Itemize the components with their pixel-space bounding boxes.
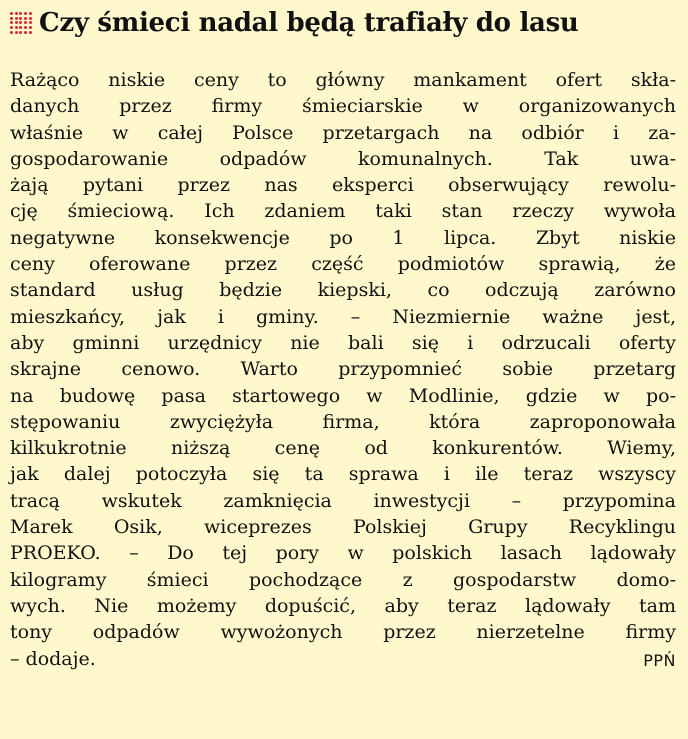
article-line: żają pytani przez nas eksperci obserwujący rewolu- xyxy=(10,174,676,197)
red-dot-grid-icon xyxy=(10,12,32,34)
article-line: danych przez firmy śmieciarskie w organizowanych xyxy=(10,95,676,118)
article-line: tony odpadów wywożonych przez nierzetelne firmy xyxy=(10,621,676,644)
article-line: – dodaje. xyxy=(10,647,96,670)
article-line: kilkukrotnie niższą cenę od konkurentów. Wiemy, xyxy=(10,437,676,460)
article-last-line xyxy=(10,646,676,672)
article-header xyxy=(10,4,676,42)
article-line: negatywne konsekwencje po 1 lipca. Zbyt niskie xyxy=(10,226,676,249)
article-title: Czy śmieci nadal będą trafiały do lasu xyxy=(39,8,579,38)
article-line: wych. Nie możemy dopuścić, aby teraz lądowały tam xyxy=(10,594,676,617)
article-line: na budowę pasa startowego w Modlinie, gdzie w po- xyxy=(10,384,676,407)
article-line: aby gminni urzędnicy nie bali się i odrzucali oferty xyxy=(10,331,676,354)
article-line: standard usług będzie kiepski, co odczują zarówno xyxy=(10,279,676,302)
article-line: jak dalej potoczyła się ta sprawa i ile teraz wszyscy xyxy=(10,463,676,486)
author-signature: PPŃ xyxy=(643,650,676,670)
article-line: gospodarowanie odpadów komunalnych. Tak uwa- xyxy=(10,147,676,170)
article-line: skrajne cenowo. Warto przypomnieć sobie przetarg xyxy=(10,358,676,381)
article-line: Rażąco niskie ceny to główny mankament ofert skła- xyxy=(10,69,676,91)
article-line: ceny oferowane przez część podmiotów sprawią, że xyxy=(10,253,676,276)
article-line: tracą wskutek zamknięcia inwestycji – przypomina xyxy=(10,489,676,512)
article-line: Marek Osik, wiceprezes Polskiej Grupy Recyklingu xyxy=(10,516,676,539)
article-line: właśnie w całej Polsce przetargach na odbiór i za- xyxy=(10,121,676,144)
article-line: stępowaniu zwyciężyła firma, która zaproponowała xyxy=(10,410,676,433)
article-body xyxy=(10,67,676,672)
article-line: PROEKO. – Do tej pory w polskich lasach lądowały xyxy=(10,542,676,565)
article-line: cję śmieciową. Ich zdaniem taki stan rzeczy wywoła xyxy=(10,200,676,223)
article-line: mieszkańcy, jak i gminy. – Niezmiernie ważne jest, xyxy=(10,305,676,328)
article-line: kilogramy śmieci pochodzące z gospodarstw domo- xyxy=(10,568,676,591)
